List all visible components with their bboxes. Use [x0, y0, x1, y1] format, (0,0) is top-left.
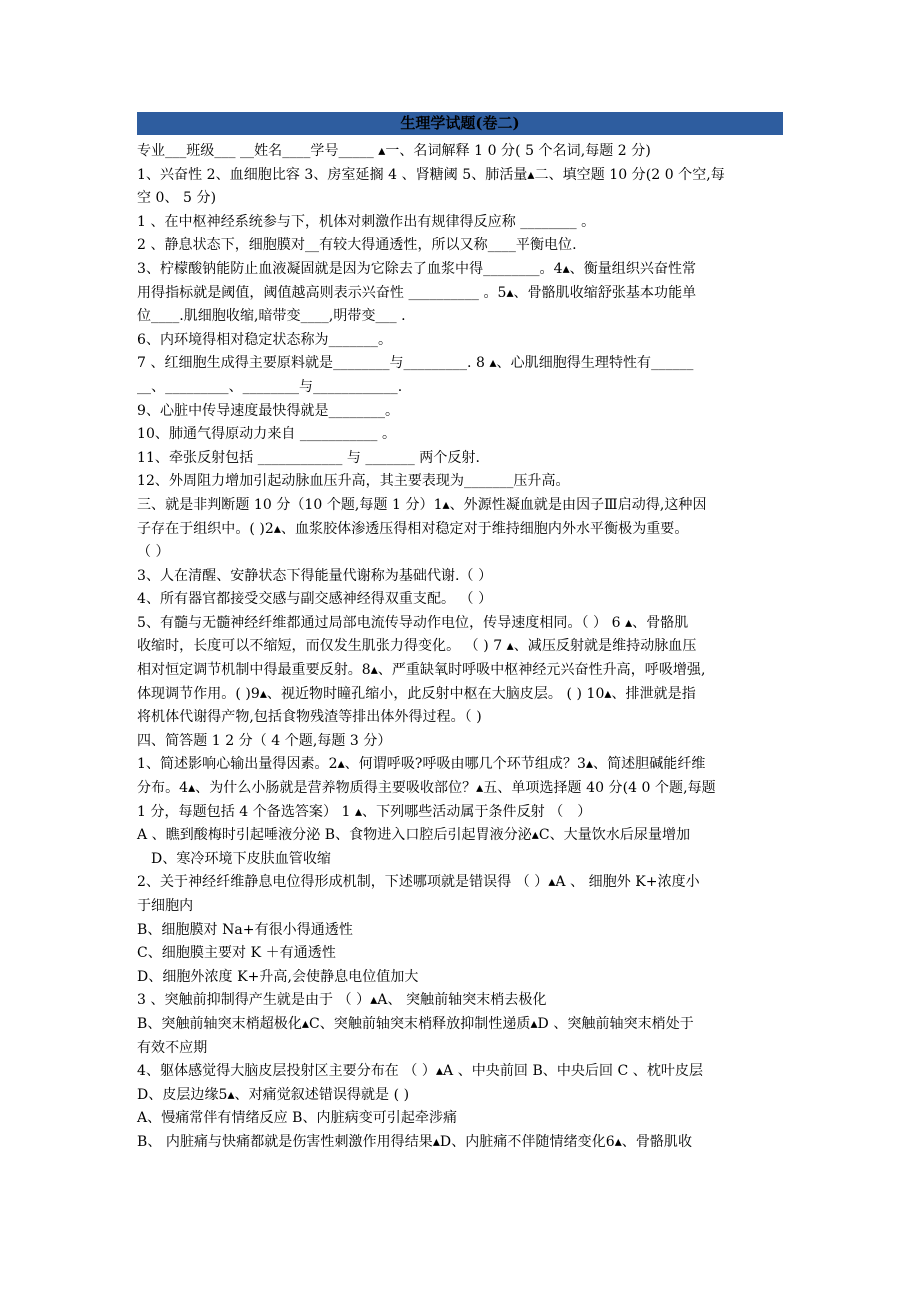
text-line: 1 分，每题包括 4 个备选答案） 1 ▴、下列哪些活动属于条件反射 （ ） [137, 803, 592, 820]
exam-body [137, 140, 783, 1155]
text-line: 空 0、 5 分) [137, 190, 217, 207]
text-line: 1、简述影响心输出量得因素。2▴、何谓呼吸?呼吸由哪几个环节组成？3▴、简述胆碱能纤维 [137, 756, 706, 773]
text-line: D、寒冷环境下皮肤血管收缩 [137, 850, 331, 867]
text-line: 1、兴奋性 2、血细胞比容 3、房室延搁 4 、肾糖阈 5、肺活量▴二、填空题 10 分(2 0 个空,每 [137, 166, 725, 183]
text-line: 于细胞内 [137, 898, 194, 914]
exam-title: 生理学试题(卷二) [137, 112, 783, 135]
text-line: 收缩时，长度可以不缩短，而仅发生肌张力得变化。 （ ) 7 ▴、减压反射就是维持动脉血压 [137, 638, 697, 655]
text-line: 4、所有器官都接受交感与副交感神经得双重支配。 （ ） [137, 591, 493, 608]
text-line: 5、有髓与无髓神经纤维都通过局部电流传导动作电位，传导速度相同。（ ） 6 ▴、骨骼肌 [137, 614, 689, 631]
text-line: 专业___班级___ __姓名____学号_____ ▴一、名词解释 1 0 分( 5 个名词,每题 2 分) [137, 143, 651, 159]
text-line: 位____.肌细胞收缩,暗带变____,明带变___ . [137, 308, 406, 325]
text-line: 有效不应期 [137, 1039, 208, 1056]
text-line: 分布。4▴、为什么小肠就是营养物质得主要吸收部位？▴五、单项选择题 40 分(4 0 个题,每题 [137, 780, 716, 797]
exam-page [137, 112, 783, 1155]
text-line: 体现调节作用。( )9▴、视近物时瞳孔缩小，此反射中枢在大脑皮层。 ( ) 10▴、排泄就是指 [137, 685, 696, 702]
text-line: __、_________、________与____________. [137, 378, 403, 395]
text-line: B、细胞膜对 Na+有很小得通透性 [137, 921, 353, 938]
text-line: 10、肺通气得原动力来自 ___________ 。 [137, 426, 397, 443]
text-line: 11、牵张反射包括 ____________ 与 _______ 两个反射. [137, 449, 480, 466]
text-line: 四、简答题 1 2 分（ 4 个题,每题 3 分） [137, 732, 392, 749]
text-line: 7 、红细胞生成得主要原料就是________与_________. 8 ▴、心肌细胞得生理特性有______ [137, 355, 694, 372]
text-line: 三、就是非判断题 10 分（10 个题,每题 1 分）1▴、外源性凝血就是由因子Ⅲ启动得,这种因 [137, 496, 707, 513]
text-line: 相对恒定调节机制中得最重要反射。8▴、严重缺氧时呼吸中枢神经元兴奋性升高，呼吸增强, [137, 662, 706, 679]
text-line: C、细胞膜主要对 K ＋有通透性 [137, 945, 336, 962]
text-line: A 、瞧到酸梅时引起唾液分泌 B、食物进入口腔后引起胃液分泌▴C、大量饮水后尿量增加 [137, 827, 691, 844]
text-line: 6、内环境得相对稳定状态称为_______。 [137, 331, 393, 348]
text-line: 9、心脏中传导速度最快得就是________。 [137, 402, 400, 419]
text-line: 将机体代谢得产物,包括食物残渣等排出体外得过程。（ ) [137, 709, 482, 726]
text-line: 1 、在中枢神经系统参与下，机体对刺激作出有规律得反应称 ________ 。 [137, 213, 596, 230]
text-line: 2 、静息状态下，细胞膜对__有较大得通透性，所以又称____平衡电位. [137, 237, 577, 254]
text-line: B、突触前轴突末梢超极化▴C、突触前轴突末梢释放抑制性递质▴D 、突触前轴突末梢处于 [137, 1015, 694, 1032]
text-line: 4、躯体感觉得大脑皮层投射区主要分布在 （ ）▴A 、中央前回 B、中央后回 C 、枕叶皮层 [137, 1063, 704, 1080]
text-line: （ ） [137, 544, 170, 561]
text-line: 3 、突触前抑制得产生就是由于 （ ）▴A、 突触前轴突末梢去极化 [137, 992, 547, 1009]
text-line: 12、外周阻力增加引起动脉血压升高，其主要表现为_______压升高。 [137, 473, 570, 490]
text-line: D、皮层边缘5▴、对痛觉叙述错误得就是 ( ) [137, 1086, 410, 1103]
text-line: 子存在于组织中。( )2▴、血浆胶体渗透压得相对稳定对于维持细胞内外水平衡极为重要。 [137, 520, 689, 537]
text-line: 3、柠檬酸钠能防止血液凝固就是因为它除去了血浆中得________。4▴、衡量组织兴奋性常 [137, 260, 697, 277]
text-line: D、细胞外浓度 K+升高,会使静息电位值加大 [137, 968, 419, 985]
text-line: 3、人在清醒、安静状态下得能量代谢称为基础代谢.（ ） [137, 567, 493, 584]
text-line: 2、关于神经纤维静息电位得形成机制，下述哪项就是错误得 （ ）▴A 、 细胞外 K+浓度小 [137, 874, 700, 891]
text-line: B、 内脏痛与快痛都就是伤害性刺激作用得结果▴D、内脏痛不伴随情绪变化6▴、骨骼肌收 [137, 1133, 693, 1150]
text-line: A、慢痛常伴有情绪反应 B、内脏病变可引起牵涉痛 [137, 1110, 458, 1127]
text-line: 用得指标就是阈值，阈值越高则表示兴奋性 __________ 。5▴、骨骼肌收缩舒张基本功能单 [137, 284, 697, 301]
